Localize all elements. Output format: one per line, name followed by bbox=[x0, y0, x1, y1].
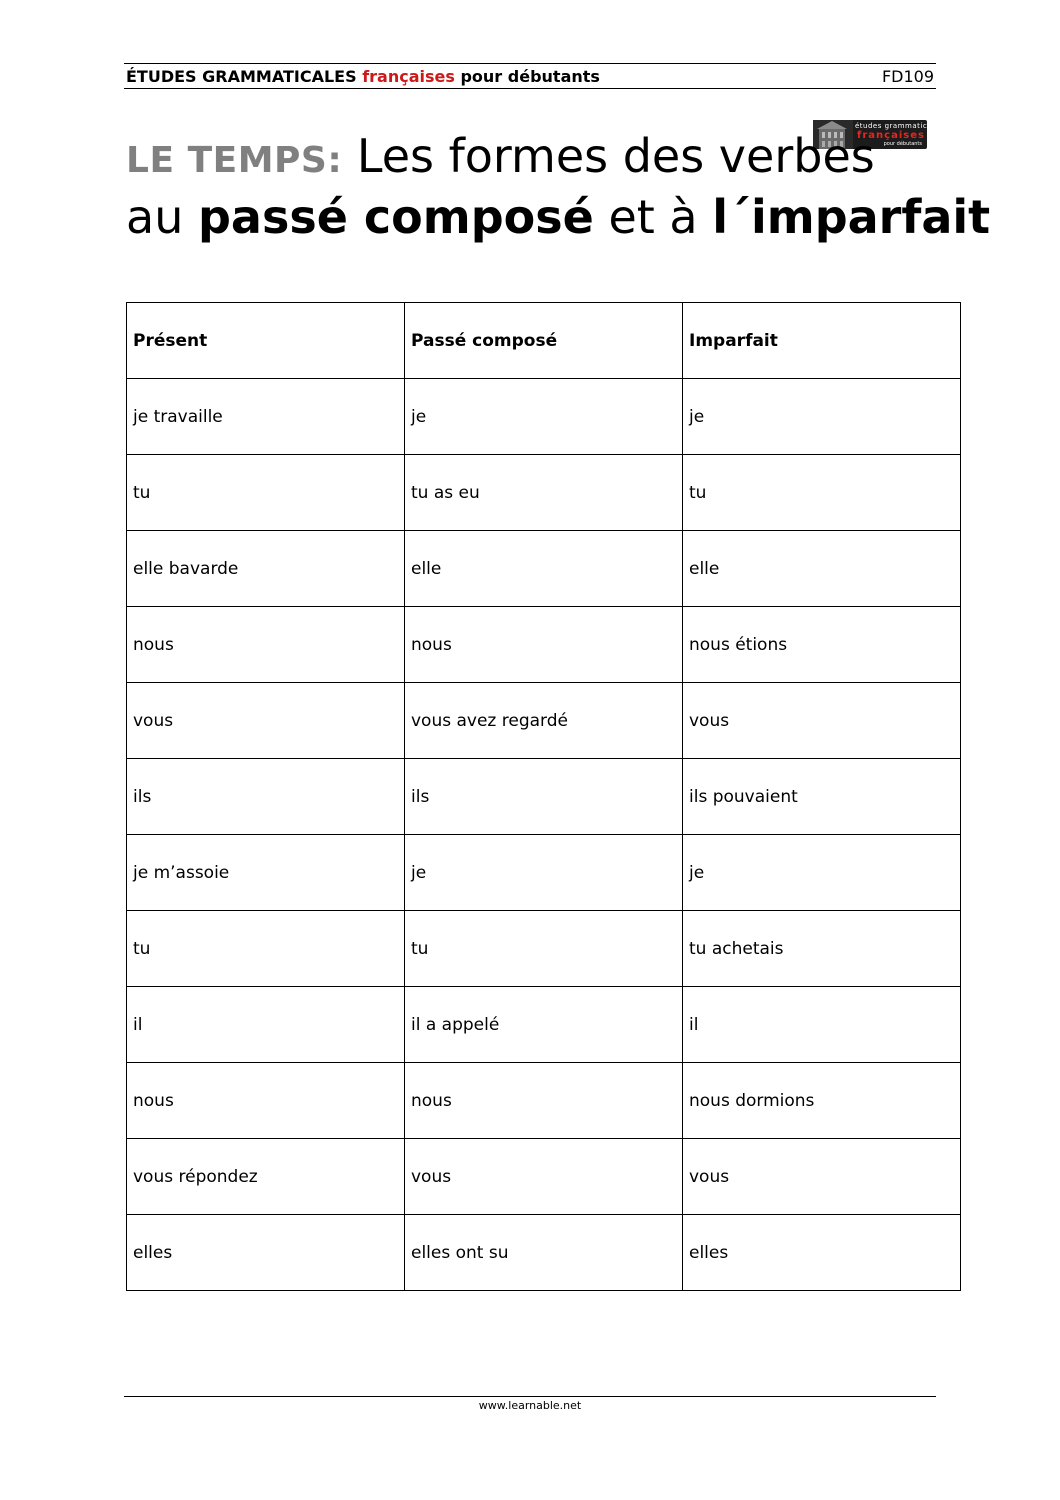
cell-passe-compose: tu as eu bbox=[405, 455, 683, 531]
cell-imparfait: ils pouvaient bbox=[683, 759, 961, 835]
title-line2-part1: au bbox=[126, 190, 184, 244]
logo-text-bottom: pour débutants bbox=[883, 141, 922, 147]
series-title-part1: ÉTUDES GRAMMATICALES bbox=[126, 67, 357, 86]
title-line1: Les formes des verbes bbox=[356, 129, 875, 183]
table-row bbox=[127, 911, 961, 987]
cell-passe-compose: je bbox=[405, 379, 683, 455]
table-row bbox=[127, 455, 961, 531]
cell-imparfait: tu bbox=[683, 455, 961, 531]
table-row bbox=[127, 835, 961, 911]
cell-present: ils bbox=[127, 759, 405, 835]
cell-passe-compose: je bbox=[405, 835, 683, 911]
cell-passe-compose: nous bbox=[405, 1063, 683, 1139]
table-row bbox=[127, 683, 961, 759]
column-header-passe-compose: Passé composé bbox=[405, 303, 683, 379]
logo-text-top: études grammaticales bbox=[855, 122, 944, 130]
cell-present: vous bbox=[127, 683, 405, 759]
column-header-present: Présent bbox=[127, 303, 405, 379]
cell-passe-compose: nous bbox=[405, 607, 683, 683]
cell-imparfait: vous bbox=[683, 683, 961, 759]
cell-imparfait: nous étions bbox=[683, 607, 961, 683]
cell-present: tu bbox=[127, 911, 405, 987]
cell-imparfait: elles bbox=[683, 1215, 961, 1291]
table-row bbox=[127, 1215, 961, 1291]
cell-present: je travaille bbox=[127, 379, 405, 455]
cell-imparfait: elle bbox=[683, 531, 961, 607]
title-tense-imparfait: l´imparfait bbox=[712, 190, 991, 244]
cell-present: il bbox=[127, 987, 405, 1063]
cell-imparfait: je bbox=[683, 379, 961, 455]
cell-imparfait: tu achetais bbox=[683, 911, 961, 987]
document-code: FD109 bbox=[881, 67, 934, 86]
table-row bbox=[127, 531, 961, 607]
cell-present: nous bbox=[127, 607, 405, 683]
page-title bbox=[126, 128, 1026, 245]
cell-present: nous bbox=[127, 1063, 405, 1139]
cell-passe-compose: vous bbox=[405, 1139, 683, 1215]
footer-url: www.learnable.net bbox=[478, 1399, 582, 1412]
cell-imparfait: nous dormions bbox=[683, 1063, 961, 1139]
cell-passe-compose: vous avez regardé bbox=[405, 683, 683, 759]
cell-imparfait: il bbox=[683, 987, 961, 1063]
cell-imparfait: je bbox=[683, 835, 961, 911]
title-tense-passe-compose: passé composé bbox=[197, 190, 594, 244]
series-title bbox=[126, 67, 600, 86]
cell-present: vous répondez bbox=[127, 1139, 405, 1215]
table-row bbox=[127, 1063, 961, 1139]
cell-present: je m’assoie bbox=[127, 835, 405, 911]
page-header bbox=[124, 63, 936, 89]
title-line2 bbox=[126, 189, 1026, 245]
cell-present: tu bbox=[127, 455, 405, 531]
table-header-row bbox=[127, 303, 961, 379]
cell-passe-compose: elles ont su bbox=[405, 1215, 683, 1291]
cell-passe-compose: ils bbox=[405, 759, 683, 835]
series-title-part3: pour débutants bbox=[460, 67, 600, 86]
table-row bbox=[127, 987, 961, 1063]
cell-passe-compose: elle bbox=[405, 531, 683, 607]
table-row bbox=[127, 607, 961, 683]
conjugation-table bbox=[126, 302, 961, 1291]
cell-imparfait: vous bbox=[683, 1139, 961, 1215]
cell-present: elle bavarde bbox=[127, 531, 405, 607]
title-prefix: LE TEMPS: bbox=[126, 140, 343, 181]
cell-passe-compose: tu bbox=[405, 911, 683, 987]
logo-text-main: françaises bbox=[857, 130, 925, 141]
cell-present: elles bbox=[127, 1215, 405, 1291]
table-row bbox=[127, 1139, 961, 1215]
table-row bbox=[127, 379, 961, 455]
table-row bbox=[127, 759, 961, 835]
column-header-imparfait: Imparfait bbox=[683, 303, 961, 379]
cell-passe-compose: il a appelé bbox=[405, 987, 683, 1063]
footer-divider bbox=[124, 1396, 936, 1397]
title-line2-part2: et à bbox=[608, 190, 698, 244]
series-title-accent: françaises bbox=[362, 67, 455, 86]
